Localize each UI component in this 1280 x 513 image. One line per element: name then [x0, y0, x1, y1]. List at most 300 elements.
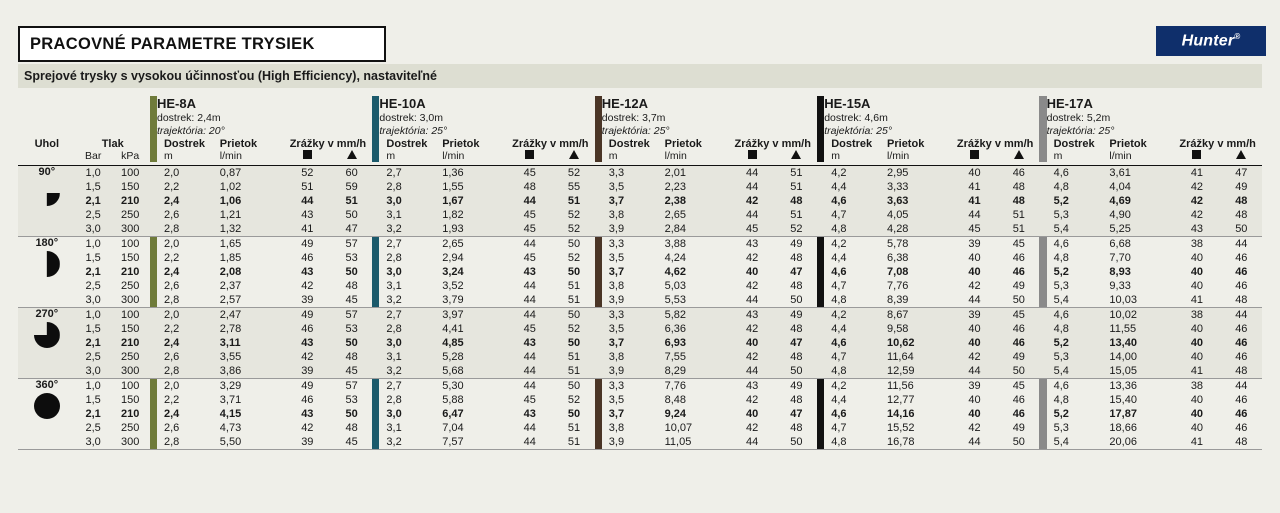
flow-value: 3,79	[442, 294, 464, 306]
precip-triangle-value: 51	[567, 280, 581, 292]
precip-square-value: 40	[968, 252, 981, 264]
angle-label: 360°	[35, 379, 59, 391]
precip-triangle-symbol	[776, 150, 817, 162]
model-separator	[817, 138, 824, 150]
flow-value: 7,70	[1109, 252, 1131, 264]
precip-square-value: 43	[301, 408, 314, 420]
flow-value: 4,24	[664, 252, 687, 264]
table-row	[18, 322, 1262, 336]
pressure-bar-value: 1,5	[85, 394, 101, 406]
precip-square-value: 44	[523, 294, 536, 306]
precip-square-value: 41	[1190, 436, 1204, 448]
precip-triangle-value: 46	[1221, 322, 1262, 336]
precip-triangle-value: 50	[553, 237, 594, 252]
throw-value: 3,8	[602, 350, 665, 364]
precip-triangle-symbol	[998, 150, 1039, 162]
throw-value: 5,2	[1047, 336, 1110, 350]
precip-triangle-value: 46	[1221, 336, 1262, 350]
column-unit-throw: m	[831, 150, 840, 162]
column-header-throw: Dostrek	[608, 138, 650, 150]
column-header-flow: Prietok	[442, 138, 480, 150]
precip-triangle-value: 50	[1012, 294, 1025, 306]
flow-value: 3,71	[219, 394, 242, 406]
throw-value: 4,6	[1047, 237, 1110, 252]
table-row	[18, 407, 1262, 421]
pressure-bar-value: 1,5	[76, 180, 111, 194]
model-subinfo	[602, 112, 817, 138]
pressure-kpa-value: 100	[111, 166, 150, 181]
precip-square-value: 41	[951, 180, 998, 194]
precip-square-value: 44	[728, 208, 775, 222]
model-separator	[817, 379, 824, 450]
precip-triangle-value: 46	[998, 166, 1039, 181]
pressure-kpa-value: 100	[111, 379, 150, 394]
model-separator	[817, 166, 824, 237]
precip-square-value: 41	[1190, 294, 1204, 306]
precip-triangle-value: 46	[1012, 266, 1025, 278]
precip-square-value: 40	[951, 336, 998, 350]
model-separator	[372, 308, 379, 379]
pattern-shape	[34, 180, 60, 206]
throw-value: 3,9	[602, 364, 665, 379]
throw-value: 4,2	[824, 237, 887, 252]
precip-square-value: 39	[301, 294, 314, 306]
precip-triangle-value: 49	[1012, 280, 1025, 292]
throw-value: 4,8	[831, 436, 847, 448]
precip-triangle-value: 51	[776, 180, 817, 194]
precip-square-value: 43	[523, 266, 536, 278]
throw-value: 3,0	[386, 266, 402, 278]
precip-square-value: 40	[968, 266, 981, 278]
model-separator	[817, 150, 824, 162]
square-icon	[303, 150, 312, 159]
model-separator	[595, 166, 602, 237]
model-trajectory-label: trajektória: 25°	[601, 125, 670, 137]
model-separator	[1039, 96, 1046, 138]
flow-value: 4,41	[442, 322, 506, 336]
precip-triangle-value: 46	[998, 336, 1039, 350]
precip-triangle-value: 51	[553, 364, 594, 379]
flow-value: 2,65	[442, 237, 506, 252]
pressure-kpa-value: 210	[111, 336, 150, 350]
precip-square-value: 42	[728, 350, 775, 364]
precip-triangle-value: 50	[345, 408, 358, 420]
model-name-he-15a: HE-15A	[824, 96, 871, 111]
flow-value: 2,65	[665, 208, 729, 222]
pressure-bar-value: 2,5	[76, 350, 111, 364]
throw-value: 3,1	[386, 280, 402, 292]
precip-square-value: 41	[1173, 166, 1220, 181]
precip-triangle-value: 46	[1012, 394, 1025, 406]
model-separator	[817, 237, 824, 308]
flow-value: 2,94	[442, 252, 464, 264]
throw-value: 4,6	[824, 336, 887, 350]
full-circle-icon	[34, 393, 60, 419]
flow-value: 5,88	[442, 394, 464, 406]
table-row	[18, 364, 1262, 379]
model-separator	[595, 96, 602, 138]
throw-value: 5,2	[1047, 194, 1110, 208]
precip-triangle-value: 46	[1235, 266, 1248, 278]
throw-value: 4,8	[1053, 252, 1069, 264]
precip-triangle-value: 60	[331, 166, 372, 181]
throw-value: 4,2	[824, 379, 887, 394]
precip-square-value: 42	[728, 322, 775, 336]
model-separator	[372, 379, 379, 450]
precip-square-value: 42	[301, 422, 314, 434]
flow-value: 18,66	[1109, 422, 1137, 434]
precip-square-value: 40	[728, 336, 775, 350]
precip-triangle-value: 49	[776, 379, 817, 394]
square-icon	[970, 150, 979, 159]
flow-value: 4,28	[887, 222, 951, 237]
precip-square-value: 43	[301, 266, 314, 278]
throw-value: 3,8	[608, 280, 625, 292]
precip-square-value: 44	[728, 166, 775, 181]
flow-value: 3,33	[887, 180, 951, 194]
precip-square-symbol	[506, 150, 553, 162]
angle-cell-90	[18, 166, 76, 237]
precip-square-value: 40	[968, 394, 981, 406]
flow-value: 4,69	[1109, 194, 1173, 208]
model-subinfo	[157, 112, 372, 138]
model-separator	[1039, 150, 1046, 162]
throw-value: 4,2	[824, 308, 887, 323]
precip-triangle-value: 53	[345, 252, 358, 264]
precip-square-value: 46	[301, 394, 314, 406]
precip-square-value: 39	[951, 308, 998, 323]
page-title: PRACOVNÉ PARAMETRE TRYSIEK	[30, 34, 315, 53]
model-separator	[150, 150, 157, 162]
triangle-icon	[569, 150, 579, 159]
throw-value: 2,2	[163, 394, 180, 406]
precip-triangle-value: 57	[331, 379, 372, 394]
flow-value: 6,36	[665, 322, 729, 336]
precip-triangle-symbol	[553, 150, 594, 162]
column-header-throw: Dostrek	[1053, 138, 1095, 150]
precip-triangle-value: 50	[553, 308, 594, 323]
angle-label: 90°	[38, 166, 56, 178]
model-separator	[372, 96, 379, 138]
pressure-bar-value: 2,1	[76, 336, 111, 350]
model-name-he-8a: HE-8A	[156, 96, 196, 111]
flow-value: 13,40	[1109, 336, 1173, 350]
throw-value: 3,9	[602, 222, 665, 237]
table-row	[18, 308, 1262, 323]
triangle-icon	[1014, 150, 1024, 159]
flow-value: 15,40	[1109, 394, 1137, 406]
throw-value: 2,7	[379, 379, 442, 394]
precip-square-value: 42	[1173, 180, 1220, 194]
flow-value: 10,62	[887, 336, 951, 350]
precip-square-value: 45	[506, 322, 553, 336]
precip-square-value: 42	[301, 280, 314, 292]
column-header-precip: Zrážky v mm/h	[1179, 138, 1256, 150]
flow-value: 4,15	[219, 408, 242, 420]
precip-triangle-value: 50	[567, 408, 581, 420]
precip-triangle-value: 46	[998, 322, 1039, 336]
table-row	[18, 393, 1262, 407]
flow-value: 5,03	[664, 280, 687, 292]
column-header-precip: Zrážky v mm/h	[734, 138, 811, 150]
column-unit-throw: m	[608, 150, 618, 162]
flow-value: 10,07	[664, 422, 693, 434]
precip-triangle-value: 51	[567, 436, 581, 448]
angle-label: 180°	[35, 237, 59, 249]
precip-triangle-value: 46	[1235, 408, 1248, 420]
precip-square-value: 43	[728, 379, 775, 394]
precip-triangle-value: 48	[998, 180, 1039, 194]
flow-value: 2,78	[220, 322, 284, 336]
pressure-bar-value: 2,1	[85, 408, 101, 420]
throw-value: 5,4	[1053, 436, 1069, 448]
model-separator	[1039, 237, 1046, 308]
throw-value: 3,2	[379, 364, 442, 379]
precip-triangle-value: 51	[567, 294, 581, 306]
precip-triangle-value: 48	[345, 422, 358, 434]
flow-value: 7,04	[442, 422, 464, 434]
precip-square-value: 42	[746, 394, 759, 406]
precip-triangle-value: 48	[790, 280, 803, 292]
column-unit-flow: l/min	[887, 150, 910, 162]
precip-triangle-value: 48	[331, 350, 372, 364]
precip-square-value: 43	[728, 237, 775, 252]
throw-value: 2,0	[157, 308, 220, 323]
precip-triangle-value: 45	[331, 364, 372, 379]
precip-triangle-value: 50	[553, 379, 594, 394]
model-name-he-10a: HE-10A	[379, 96, 426, 111]
throw-value: 2,7	[379, 308, 442, 323]
flow-value: 11,05	[664, 436, 692, 448]
precip-triangle-value: 52	[553, 322, 594, 336]
flow-value: 7,76	[887, 280, 909, 292]
precip-square-value: 44	[506, 194, 553, 208]
throw-value: 4,7	[824, 350, 887, 364]
precip-square-value: 40	[746, 408, 759, 420]
precip-square-value: 45	[728, 222, 775, 237]
flow-value: 6,38	[887, 252, 909, 264]
flow-value: 0,87	[220, 166, 284, 181]
precip-triangle-value: 48	[790, 252, 803, 264]
throw-value: 2,6	[157, 208, 220, 222]
hunter-logo	[1156, 26, 1266, 56]
precip-square-value: 40	[1190, 280, 1204, 292]
throw-value: 2,8	[157, 364, 220, 379]
precip-triangle-value: 50	[1221, 222, 1262, 237]
precip-square-value: 44	[506, 350, 553, 364]
flow-value: 5,68	[442, 364, 506, 379]
column-header-pressure: Tlak	[101, 138, 124, 150]
precip-square-value: 40	[1190, 252, 1204, 264]
precip-square-symbol	[1173, 150, 1220, 162]
precip-triangle-value: 46	[1235, 252, 1248, 264]
pressure-bar-value: 1,5	[76, 322, 111, 336]
precip-square-value: 41	[951, 194, 998, 208]
flow-value: 1,32	[220, 222, 284, 237]
column-header-bar: Bar	[84, 150, 102, 162]
precip-square-value: 42	[284, 350, 331, 364]
throw-value: 2,6	[163, 280, 180, 292]
model-separator	[1039, 308, 1046, 379]
throw-value: 4,8	[1047, 180, 1110, 194]
precip-square-value: 48	[506, 180, 553, 194]
flow-value: 9,33	[1109, 280, 1131, 292]
precip-square-value: 39	[284, 364, 331, 379]
throw-value: 2,4	[157, 194, 220, 208]
pressure-bar-value: 1,0	[76, 379, 111, 394]
precip-square-value: 42	[728, 194, 775, 208]
throw-value: 4,6	[831, 266, 847, 278]
model-separator	[150, 138, 157, 150]
flow-value: 16,78	[887, 436, 915, 448]
column-header-angle: Uhol	[34, 138, 60, 150]
precip-triangle-value: 47	[331, 222, 372, 237]
precip-triangle-value: 50	[790, 294, 803, 306]
flow-value: 14,16	[887, 408, 915, 420]
precip-triangle-value: 46	[1235, 280, 1248, 292]
precip-triangle-value: 47	[776, 336, 817, 350]
throw-value: 3,0	[379, 336, 442, 350]
throw-value: 3,2	[386, 436, 402, 448]
precip-square-value: 44	[284, 194, 331, 208]
pressure-bar-value: 2,1	[85, 266, 101, 278]
throw-value: 3,7	[602, 194, 665, 208]
precip-square-value: 40	[1190, 422, 1204, 434]
precip-square-value: 44	[523, 422, 536, 434]
throw-value: 4,6	[824, 194, 887, 208]
throw-value: 3,5	[602, 180, 665, 194]
throw-value: 5,2	[1053, 266, 1069, 278]
flow-value: 5,50	[219, 436, 242, 448]
throw-value: 2,7	[379, 166, 442, 181]
model-separator	[817, 308, 824, 379]
throw-value: 2,0	[157, 379, 220, 394]
precip-square-value: 40	[968, 408, 981, 420]
throw-value: 3,3	[602, 237, 665, 252]
precip-square-value: 49	[284, 379, 331, 394]
throw-value: 4,4	[824, 322, 887, 336]
throw-value: 5,4	[1053, 294, 1069, 306]
table-row	[18, 251, 1262, 265]
model-throw-label: dostrek: 5,2m	[1046, 112, 1111, 124]
precip-square-value: 42	[968, 280, 981, 292]
table-row	[18, 180, 1262, 194]
throw-value: 2,7	[379, 237, 442, 252]
throw-value: 4,4	[831, 394, 847, 406]
column-header-kpa: kPa	[121, 150, 140, 162]
throw-value: 3,2	[386, 294, 402, 306]
precip-triangle-value: 48	[1235, 294, 1248, 306]
pressure-kpa-value: 100	[111, 237, 150, 252]
precip-triangle-value: 51	[553, 350, 594, 364]
flow-value: 3,63	[887, 194, 951, 208]
throw-value: 4,6	[831, 408, 847, 420]
precip-square-value: 44	[728, 364, 775, 379]
column-header-precip: Zrážky v mm/h	[289, 138, 367, 150]
precip-triangle-value: 48	[1221, 208, 1262, 222]
precip-square-value: 42	[968, 422, 981, 434]
precip-square-value: 40	[746, 266, 759, 278]
precip-triangle-value: 49	[998, 350, 1039, 364]
logo-text	[1182, 32, 1241, 50]
flow-value: 17,87	[1109, 408, 1137, 420]
pressure-bar-value: 3,0	[76, 222, 111, 237]
table-row	[18, 336, 1262, 350]
throw-value: 4,4	[831, 252, 847, 264]
throw-value: 5,4	[1047, 364, 1110, 379]
throw-value: 3,3	[602, 379, 665, 394]
throw-value: 2,6	[163, 422, 180, 434]
flow-value: 7,08	[887, 266, 909, 278]
model-throw-label: dostrek: 2,4m	[156, 112, 221, 124]
throw-value: 2,0	[157, 237, 220, 252]
throw-value: 4,8	[824, 222, 887, 237]
pattern-shape	[34, 393, 60, 419]
flow-value: 1,65	[220, 237, 284, 252]
column-header-throw: Dostrek	[831, 138, 873, 150]
precip-triangle-value: 57	[331, 308, 372, 323]
precip-triangle-value: 52	[553, 166, 594, 181]
column-header-flow: Prietok	[1109, 138, 1147, 150]
precip-square-value: 46	[284, 322, 331, 336]
table-row	[18, 350, 1262, 364]
table-row	[18, 265, 1262, 279]
precip-triangle-value: 49	[776, 237, 817, 252]
table-row	[18, 237, 1262, 252]
pressure-kpa-value: 210	[111, 194, 150, 208]
flow-value: 2,95	[887, 166, 951, 181]
model-name-he-12a: HE-12A	[601, 96, 649, 111]
model-separator	[372, 150, 379, 162]
precip-square-value: 49	[284, 308, 331, 323]
flow-value: 10,02	[1109, 308, 1173, 323]
model-separator	[1039, 138, 1046, 150]
flow-value: 6,47	[442, 408, 464, 420]
throw-value: 2,2	[157, 180, 220, 194]
page-title-box	[18, 26, 386, 62]
pressure-kpa-value: 100	[111, 308, 150, 323]
precip-triangle-symbol	[331, 150, 372, 162]
precip-triangle-value: 50	[998, 364, 1039, 379]
flow-value: 5,30	[442, 379, 506, 394]
flow-value: 4,90	[1109, 208, 1173, 222]
precip-triangle-value: 52	[567, 252, 581, 264]
precip-triangle-value: 44	[1221, 237, 1262, 252]
flow-value: 15,52	[887, 422, 915, 434]
precip-triangle-value: 48	[1221, 364, 1262, 379]
column-header-flow: Prietok	[887, 138, 925, 150]
model-throw-label: dostrek: 3,7m	[601, 112, 666, 124]
column-header-row-2	[18, 150, 1262, 162]
table-row	[18, 421, 1262, 435]
table-row	[18, 435, 1262, 450]
precip-triangle-value: 48	[776, 194, 817, 208]
throw-value: 2,8	[163, 436, 180, 448]
precip-triangle-value: 52	[553, 222, 594, 237]
precip-square-value: 44	[746, 436, 759, 448]
column-header-precip: Zrážky v mm/h	[512, 138, 589, 150]
flow-value: 4,05	[887, 208, 951, 222]
throw-value: 3,5	[608, 394, 625, 406]
precip-triangle-value: 49	[776, 308, 817, 323]
precip-square-value: 49	[284, 237, 331, 252]
precip-square-value: 41	[1173, 364, 1220, 379]
column-header-throw: Dostrek	[386, 138, 428, 150]
model-separator	[372, 166, 379, 237]
column-header-row-1	[18, 138, 1262, 150]
three-quarter-circle-icon	[34, 322, 60, 348]
precip-square-value: 44	[746, 294, 759, 306]
